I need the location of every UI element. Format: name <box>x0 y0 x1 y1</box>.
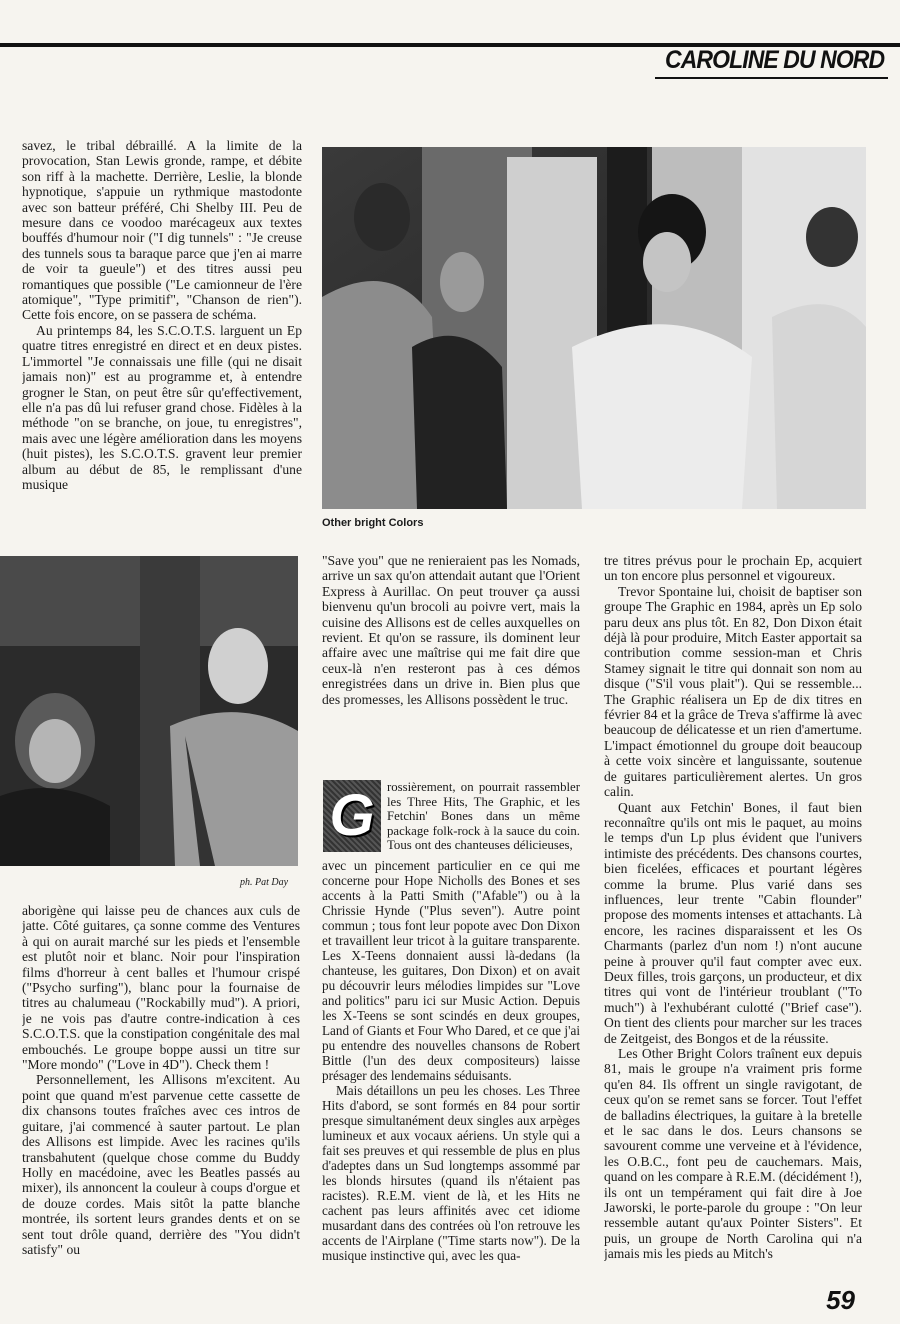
drop-cap-letter: G <box>329 783 375 848</box>
paragraph: rossièrement, on pourrait rassembler les Three Hits, The Graphic, et les Fetchin' Bones dans un même package folk-rock à la sauce du coin. Tous ont des chanteuses délicieuses, <box>387 780 580 853</box>
photo-credit: ph. Pat Day <box>240 877 289 888</box>
paragraph: tre titres prévus pour le prochain Ep, acquiert un ton encore plus personnel et vigoureux. <box>604 553 862 584</box>
column-1-bottom <box>22 903 300 1290</box>
paragraph: Quant aux Fetchin' Bones, il faut bien reconnaître qu'ils ont mis le paquet, au moins le temps d'un Lp plus évident que l'univers intimiste des précédents. Des chansons courtes, bien ficelées, efficaces et pourtant légères comme la brume. Plus varié dans ses influences, leur trente "Cabin flounder" propose des moments intenses et attachants. Là encore, les racines disparaissent et les Os Charmants (parlez d'un nom !) n'ont aucune peine à prouver qu'il faut compter avec eux. Deux filles, trois garçons, un producteur, et dix titres qui vont de l'intérieur troublant ("To much") à l'exhubérant culotté ("Brief case"). On tient des clients pour marcher sur les traces de Zeitgeist, des Bongos et de la réussite. <box>604 799 862 1046</box>
paragraph: aborigène qui laisse peu de chances aux culs de jatte. Côté guitares, ça sonne comme des Ventures à qui on aurait marché sur les pieds et l'ensemble est plutôt noir et blanc. Noir pour l'inspiration films d'horreur à cent balles et l'humour crispé ("Psycho surfing"), blanc pour la fournaise de titres au chalumeau ("Rockabilly mud"). A priori, je ne vois pas d'autre contre-indication à ces S.C.O.T.S. que la constipation congénitale des mal embouchés. Le groupe boppe aussi un titre sur "More mondo" ("Love in 4D"). Check them ! <box>22 903 300 1073</box>
column-2-top <box>322 553 580 723</box>
column-3 <box>604 553 862 1290</box>
column-1-top <box>22 138 302 530</box>
column-2-dropcap-text <box>387 780 580 858</box>
paragraph: savez, le tribal débraillé. A la limite de la provocation, Stan Lewis gronde, rampe, et débite son riff à la machette. Derrière, Leslie, la blonde hypnotique, s'appuie un rythmique mastodonte avec son batteur préféré, Chi Shelby III. Peu de mesure dans ce voodoo marécageux aux textes bouffés d'humour noir ("I dig tunnels" : "Je creuse des tunnels sous ta baraque parce que j'en ai marre de voir ta gueule") et des titres aussi peu romantiques que possible ("Le camionneur de l'ère atomique", "Type primitif", "Chanson de rien"). Cette fois encore, on se passera de schéma. <box>22 138 302 323</box>
paragraph: Personnellement, les Allisons m'excitent. Au point que quand m'est parvenue cette cassette de dix chansons toutes fraîches avec ces intros de guitare, j'ai commencé à sauter partout. Le plan des Allisons est limpide. Avec les racines qu'ils transbahutent (quelque chose comme du Buddy Holly en macédoine, avec les Beatles passés au mixer), ils annoncent la couleur à coups d'orgue et de douze cordes. Mais sitôt la patte blanche montrée, ils sortent leurs grandes dents et on se sent tout drôle quand, derrière des "You didn't satisfy" ou <box>22 1072 300 1257</box>
band-photo-other-bright-colors <box>322 147 866 509</box>
title-rule <box>655 77 888 79</box>
band-photo-allisons <box>0 556 298 866</box>
paragraph: Les Other Bright Colors traînent eux depuis 81, mais le groupe n'a vraiment pris forme qu'en 84. Ils offrent un single ravigotant, de ceux qu'on se remet sans se forcer. Tout l'effet de balladins électriques, la guitare à la bretelle et le sac dans le dos. Leurs chansons se savourent comme une verveine et à l'évidence, les O.B.C., font peu de cauchemars. Mais, quand on les compare à R.E.M. (décidément !), ils ont un tempérament qui fait dire à Joe Jaworski, le porte-parole du groupe : "On leur ressemble autant qu'aux Pointer Sisters". Et puis, un groupe de North Carolina qui n'a jamais mis les pieds au Mitch's <box>604 1046 862 1262</box>
drop-cap <box>323 780 381 852</box>
paragraph: Au printemps 84, les S.C.O.T.S. larguent un Ep quatre titres enregistré en direct et en deux pistes. L'immortel "Je connaissais une fille (qui ne disait jamais non)" est au programme et, à entendre grogner le Stan, on peut être sûr qu'effectivement, elle n'a pas dû lui refuser grand chose. Fidèles à la méthode "on se branche, on joue, tu enregistres", mais avec une légère amélioration dans les moyens (huit pistes), les S.C.O.T.S. gravent leur premier album au début de 85, le remplissant d'une musique <box>22 322 302 492</box>
paragraph: avec un pincement particulier en ce qui me concerne pour Hope Nicholls des Bones et ses accents à la Patti Smith ("Afable") ou à la Chrissie Hynde ("Plus seven"). Autre point commun ; tous font leur popote avec Don Dixon et travaillent leur tricot à la guitare transparente. Les X-Teens donnaient aussi là-dedans (la chanteuse, les guitares, Don Dixon) et on avait pu découvrir leurs mélodies limpides sur "Love and politics" paru ici sur Music Action. Depuis les X-Teens se sont scindés en deux groupes, Land of Giants et Four Who Dared, et ce que j'ai pu entendre des nouvelles chansons de Robert Bittle (l'un des deux compositeurs) laisse présager des lendemains séduisants. <box>322 858 580 1083</box>
section-title: CAROLINE DU NORD <box>664 46 884 74</box>
photo-caption: Other bright Colors <box>322 517 424 529</box>
page-number: 59 <box>826 1285 855 1315</box>
paragraph: "Save you" que ne renieraient pas les Nomads, arrive un sax qu'on attendait autant que l'Orient Express à Aurillac. On peut trouver ça aussi bienvenu qu'un brocoli au poivre vert, mais la cuisine des Allisons est de celles auxquelles on revient. Et qu'on se rassure, ils dominent leur affaire avec une maîtrise qui me fait dire que ceux-là n'en resteront pas à ces démos enregistrées dans un drive in. Bien plus que des promesses, les Allisons possèdent le truc. <box>322 553 580 707</box>
column-2-bottom <box>322 858 580 1290</box>
paragraph: Trevor Spontaine lui, choisit de baptiser son groupe The Graphic en 1984, après un Ep solo paru deux ans plus tôt. En 82, Don Dixon était déjà là pour produire, Mitch Easter apportait sa contribution comme session-man et Chris Stamey signait le titre qui donnait son nom au disque ("S'il vous plait"). Qui se ressemble... The Graphic réalisera un Ep de dix titres en février 84 et la grâce de Treva s'affirme là avec beaucoup de délicatesse et un rien d'amertume. L'impact émotionnel du groupe doit beaucoup à cette voix sincère et languissante, soutenue de guitares particulièrement alertes. Un gros calin. <box>604 583 862 800</box>
paragraph: Mais détaillons un peu les choses. Les Three Hits d'abord, se sont formés en 84 pour sortir presque simultanément deux singles aux arpèges lumineux et aux vocaux aériens. Un style qui a fait ses preuves et qui ressemble de plus en plus d'adeptes dans un Sud longtemps assommé par les blonds hirsutes (quand ils n'étaient pas racistes). R.E.M. vient de là, et les Hits ne cachent pas leurs affinités avec cet idiome musardant dans des contrées où l'on retrouve les accents de l'Airplane ("Time starts now"). De la musique instinctive qui, avec les qua- <box>322 1083 580 1263</box>
